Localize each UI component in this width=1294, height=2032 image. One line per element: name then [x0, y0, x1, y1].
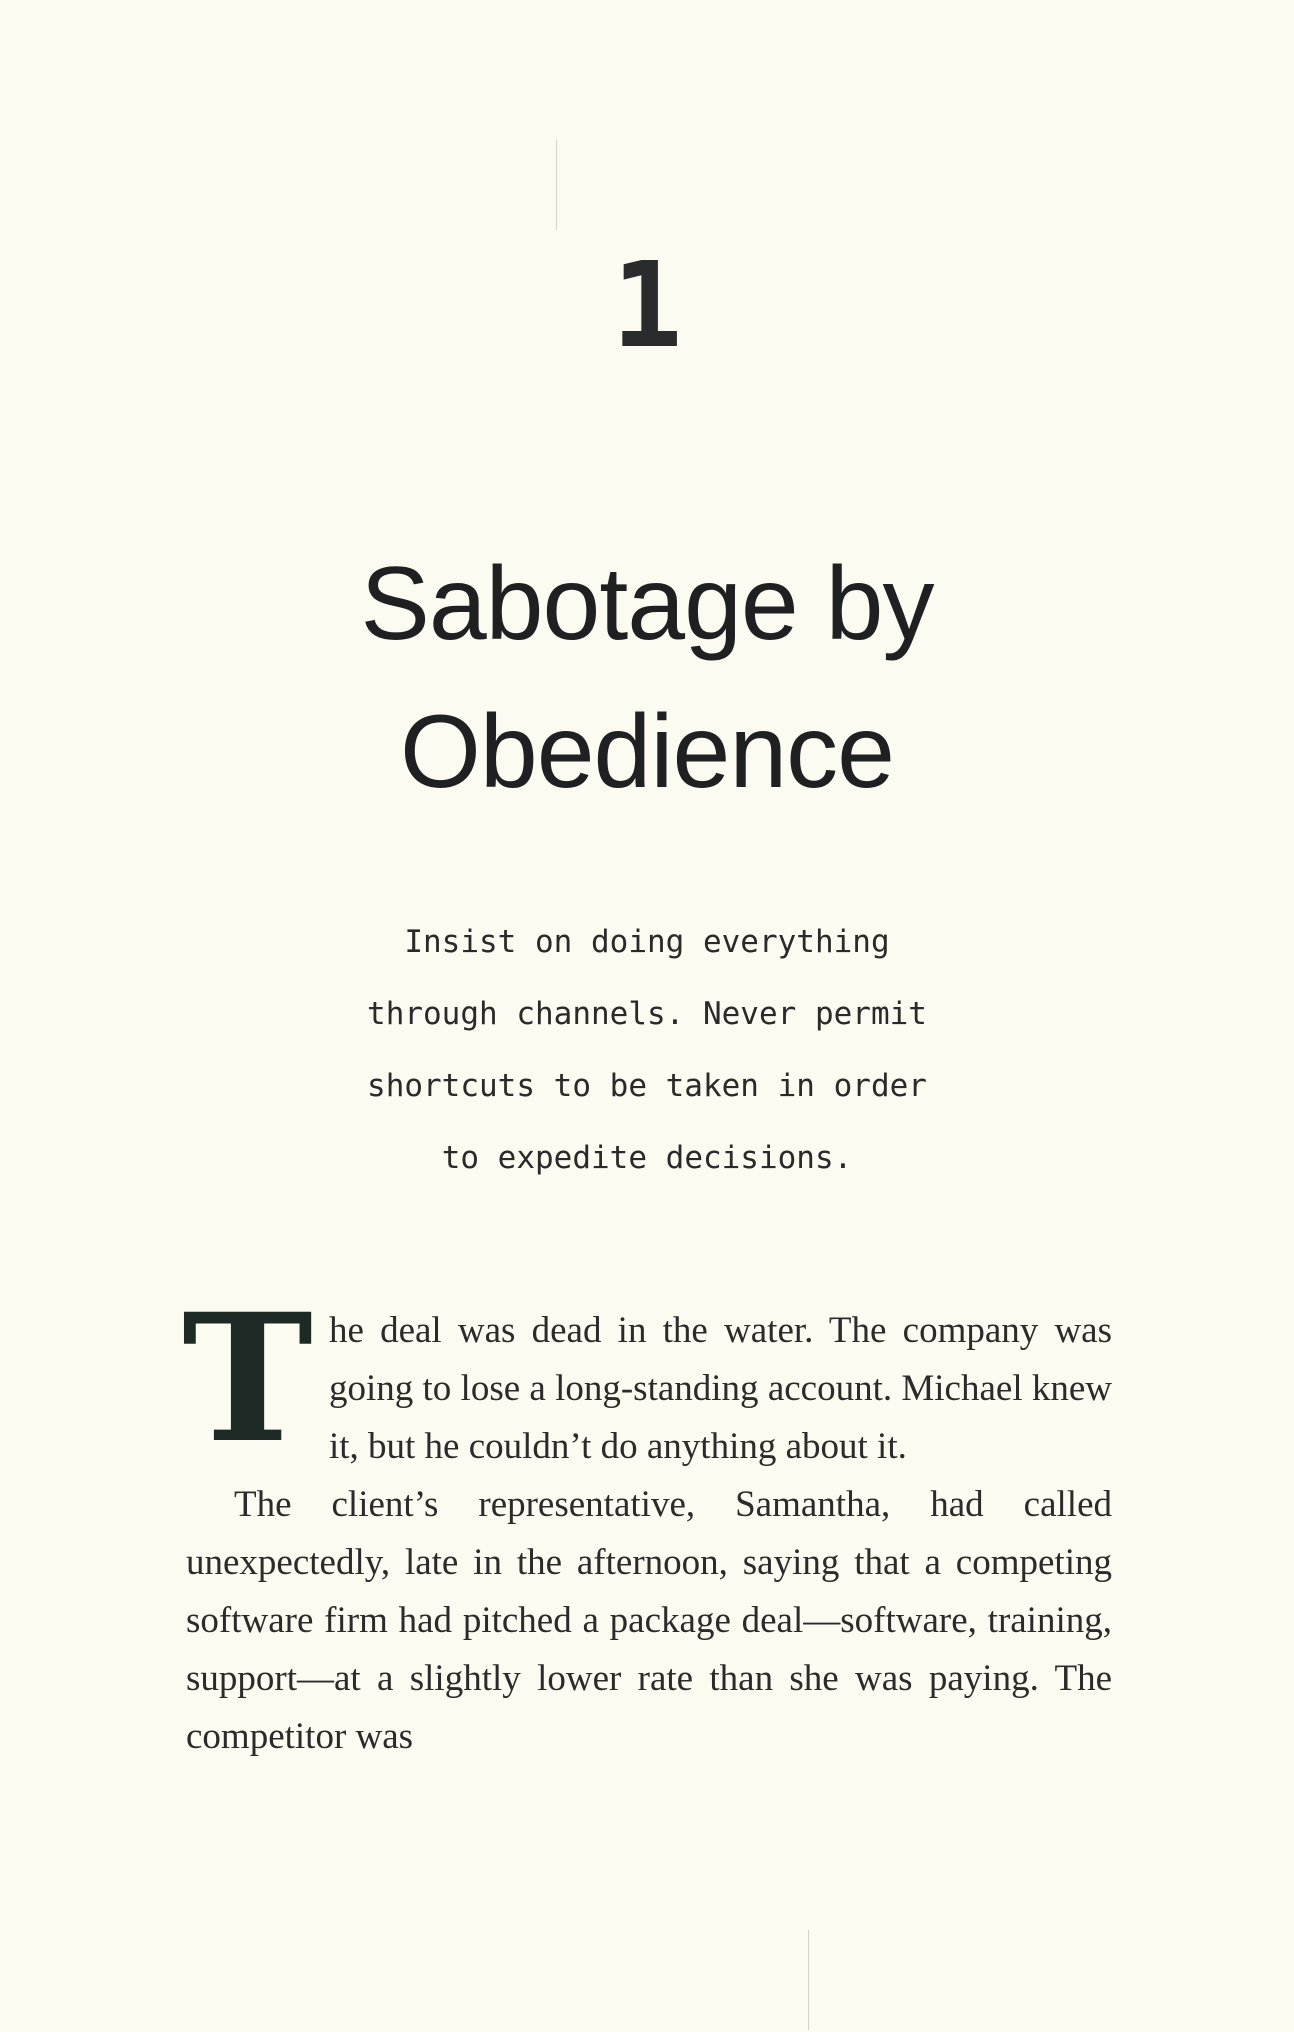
chapter-title-line-2: Obedience [399, 694, 895, 810]
paragraph-1 [182, 1275, 1112, 1482]
epigraph [0, 906, 1294, 1194]
chapter-title-line-1: Sabotage by [360, 546, 934, 662]
epigraph-line-4: to expedite decisions. [441, 1140, 853, 1176]
paragraph-1-text: he deal was dead in the water. The company was going to lose a long-standing account. Michael knew it, but he couldn’t do anything about it. [328, 1310, 1112, 1467]
epigraph-line-2: through channels. Never permit [367, 996, 927, 1032]
epigraph-line-1: Insist on doing everything [404, 924, 890, 960]
body-text [182, 1275, 1112, 1766]
drop-cap: T [182, 1275, 313, 1482]
chapter-number: 1 [611, 236, 683, 374]
paragraph-2: The client’s representative, Samantha, had called unexpectedly, late in the afternoon, saying that a competing software firm had pitched a package deal—software, training, support—at a slightly lower rate than she was paying. The competitor was [186, 1484, 1112, 1757]
page-crease-top [556, 140, 557, 230]
chapter-title [0, 530, 1294, 826]
epigraph-line-3: shortcuts to be taken in order [367, 1068, 927, 1104]
page-crease-bottom [808, 1930, 809, 2030]
